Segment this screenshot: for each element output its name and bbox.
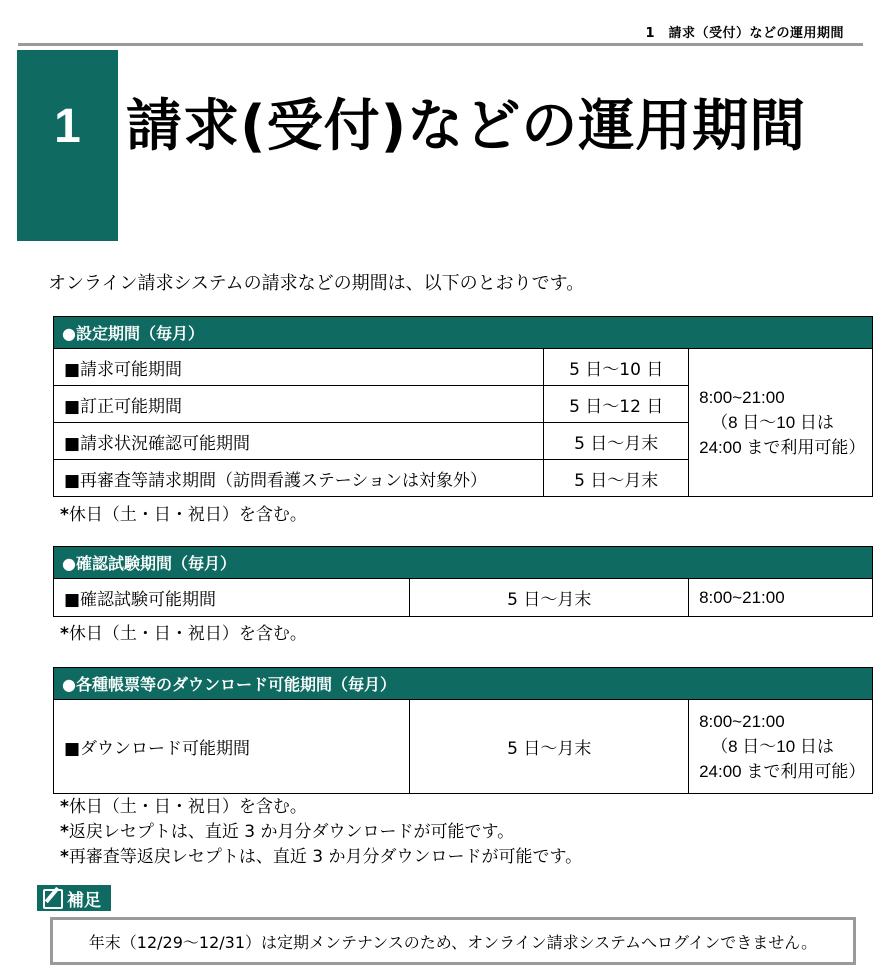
settings-section-title: ●設定期間（毎月）: [54, 317, 873, 349]
note-marker: *: [60, 797, 69, 817]
row-label: ■請求状況確認可能期間: [54, 423, 544, 460]
note-marker: *: [60, 822, 69, 842]
note-text: 休日（土・日・祝日）を含む。: [68, 505, 307, 525]
supplement-box: [50, 917, 856, 965]
row-period: 5 日～月末: [544, 460, 689, 497]
table-row: [54, 700, 873, 794]
download-notes: [60, 795, 582, 870]
chapter-number: 1: [54, 100, 81, 153]
time-note-line2: 24:00 まで利用可能）: [699, 438, 866, 457]
running-header: 1 請求（受付）などの運用期間: [645, 26, 844, 41]
intro-text: オンライン請求システムの請求などの期間は、以下のとおりです。: [48, 273, 585, 294]
settings-note: [60, 503, 307, 528]
note-marker: *: [60, 505, 69, 525]
row-period: 5 日～月末: [410, 700, 689, 794]
time-note-line1: （8 日～10 日は: [711, 737, 834, 756]
note-marker: *: [60, 847, 69, 867]
time-main: 8:00~21:00: [699, 712, 785, 731]
row-label: ■再審査等請求期間（訪問看護ステーションは対象外）: [54, 460, 544, 497]
note-text: 返戻レセプトは、直近 3 か月分ダウンロードが可能です。: [68, 822, 515, 842]
settings-time-cell: [689, 349, 873, 497]
chapter-title: 請求(受付)などの運用期間: [126, 94, 807, 159]
download-time-cell: [689, 700, 873, 794]
time-main: 8:00~21:00: [699, 388, 785, 407]
row-label: ■確認試験可能期間: [54, 579, 410, 617]
time-note-line1: （8 日～10 日は: [711, 413, 834, 432]
note-text: 休日（土・日・祝日）を含む。: [68, 624, 307, 644]
note-text: 再審査等返戻レセプトは、直近 3 か月分ダウンロードが可能です。: [68, 847, 583, 867]
table-row: [54, 579, 873, 617]
trial-time: 8:00~21:00: [689, 579, 873, 617]
settings-period-table: [53, 316, 873, 497]
trial-period-table: [53, 546, 873, 617]
row-period: 5 日～12 日: [544, 386, 689, 423]
row-label: ■訂正可能期間: [54, 386, 544, 423]
time-note-line2: 24:00 まで利用可能）: [699, 762, 866, 781]
row-label: ■ダウンロード可能期間: [54, 700, 410, 794]
download-period-table: [53, 667, 873, 794]
note-text: 休日（土・日・祝日）を含む。: [68, 797, 307, 817]
supplement-badge: [37, 885, 111, 911]
trial-section-title: ●確認試験期間（毎月）: [54, 547, 873, 579]
note-marker: *: [60, 624, 69, 644]
pencil-icon: [41, 888, 63, 908]
row-period: 5 日～10 日: [544, 349, 689, 386]
supplement-badge-label: 補足: [67, 890, 101, 911]
row-label: ■請求可能期間: [54, 349, 544, 386]
header-rule: [18, 43, 863, 46]
table-row: [54, 349, 873, 386]
list-item: [60, 820, 582, 845]
trial-note: [60, 622, 307, 647]
list-item: [60, 845, 582, 870]
list-item: [60, 795, 582, 820]
download-section-title: ●各種帳票等のダウンロード可能期間（毎月）: [54, 668, 873, 700]
row-period: 5 日～月末: [544, 423, 689, 460]
supplement-text: 年末（12/29～12/31）は定期メンテナンスのため、オンライン請求システムへログインできません。: [88, 932, 818, 952]
row-period: 5 日～月末: [410, 579, 689, 617]
